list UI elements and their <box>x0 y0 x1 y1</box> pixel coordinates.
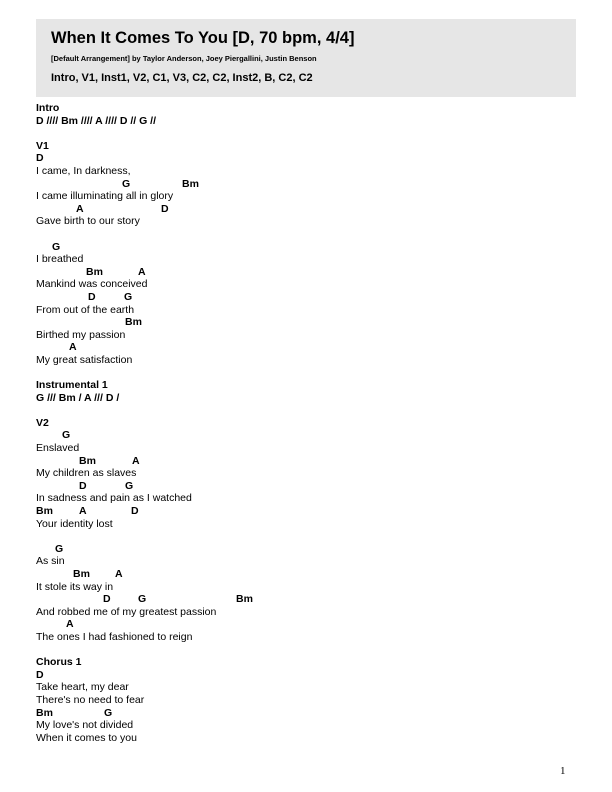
lyric-line: In sadness and pain as I watched <box>36 492 192 505</box>
chord: D <box>36 152 44 165</box>
chord: G <box>138 593 147 606</box>
spacer <box>36 228 576 241</box>
lyric-line: My children as slaves <box>36 467 137 480</box>
lyric-line: When it comes to you <box>36 731 137 744</box>
lyric-line: I came, In darkness, <box>36 164 131 177</box>
inst1-chords: G /// Bm / A /// D / <box>36 391 120 404</box>
chord: G <box>124 290 133 303</box>
chord-line <box>36 266 576 279</box>
lyric-line: I came illuminating all in glory <box>36 190 174 203</box>
chord: G <box>62 429 71 442</box>
chord: A <box>79 505 87 517</box>
song-header <box>36 19 576 97</box>
section-heading-chorus1: Chorus 1 <box>36 656 82 669</box>
chord-line <box>36 203 576 216</box>
chord-line <box>36 178 576 191</box>
intro-chords: D //// Bm //// A //// D // G // <box>36 114 156 127</box>
chord: D <box>161 202 169 215</box>
lyric-line: Enslaved <box>36 442 80 455</box>
lyric-line: Birthed my passion <box>36 328 126 341</box>
lyric-line: Gave birth to our story <box>36 215 140 228</box>
chord: Bm <box>125 316 142 329</box>
section-heading-inst1: Instrumental 1 <box>36 379 108 392</box>
chord: G <box>55 542 64 555</box>
lyric-line: I breathed <box>36 253 84 266</box>
spacer <box>36 530 576 543</box>
lyric-line: It stole its way in <box>36 580 114 593</box>
lyric-line: There's no need to fear <box>36 693 145 706</box>
chord: A <box>132 454 140 467</box>
lyric-line: My love's not divided <box>36 719 134 732</box>
page-number: 1 <box>560 765 566 777</box>
chord: Bm <box>86 265 103 278</box>
chord: D <box>103 593 111 606</box>
chord: A <box>115 567 123 580</box>
spacer <box>36 366 576 379</box>
section-heading-intro: Intro <box>36 102 60 114</box>
chord-line <box>36 568 576 581</box>
chord-line <box>36 543 576 556</box>
chord-line <box>36 341 576 354</box>
chord: D <box>88 290 96 303</box>
chord: Bm <box>73 567 90 580</box>
lyric-line: Mankind was conceived <box>36 278 148 291</box>
lyric-line: And robbed me of my greatest passion <box>36 605 217 618</box>
lyric-line: Take heart, my dear <box>36 681 129 694</box>
chord-line <box>36 669 576 682</box>
chord-line <box>36 593 576 606</box>
lyric-line: The ones I had fashioned to reign <box>36 630 193 643</box>
chord-line <box>36 316 576 329</box>
chord-chart <box>36 102 576 744</box>
spacer <box>36 404 576 417</box>
chord: D <box>36 668 44 681</box>
chord: G <box>52 240 61 253</box>
chord-line <box>36 241 576 254</box>
chord-line <box>36 707 576 720</box>
chord: A <box>138 265 146 278</box>
chord: G <box>125 479 134 492</box>
chord: A <box>66 618 74 631</box>
chord: G <box>122 177 131 190</box>
chord: Bm <box>36 706 53 719</box>
chord: Bm <box>182 177 199 190</box>
chord-line <box>36 618 576 631</box>
song-order: Intro, V1, Inst1, V2, C1, V3, C2, C2, Inst2, B, C2, C2 <box>51 72 313 84</box>
spacer <box>36 127 576 140</box>
chord: Bm <box>36 505 53 517</box>
chord-line <box>36 429 576 442</box>
lyric-line: As sin <box>36 555 65 568</box>
chord-line <box>36 480 576 493</box>
section-heading-v1: V1 <box>36 139 49 152</box>
lyric-line: Your identity lost <box>36 517 113 530</box>
chord-line <box>36 505 576 518</box>
chord: Bm <box>79 454 96 467</box>
song-credits: [Default Arrangement] by Taylor Anderson, Joey Piergallini, Justin Benson <box>51 54 317 63</box>
chord-line <box>36 455 576 468</box>
lyric-line: From out of the earth <box>36 303 135 316</box>
chord: D <box>79 479 87 492</box>
section-heading-v2: V2 <box>36 416 49 429</box>
song-title: When It Comes To You [D, 70 bpm, 4/4] <box>51 29 355 47</box>
chord: Bm <box>236 593 253 606</box>
chord-line <box>36 291 576 304</box>
lyric-line: My great satisfaction <box>36 353 133 366</box>
chord: A <box>76 202 84 215</box>
chord: A <box>69 341 77 354</box>
chord: D <box>131 505 139 517</box>
spacer <box>36 644 576 657</box>
chord: G <box>104 706 113 719</box>
chord-line <box>36 152 576 165</box>
